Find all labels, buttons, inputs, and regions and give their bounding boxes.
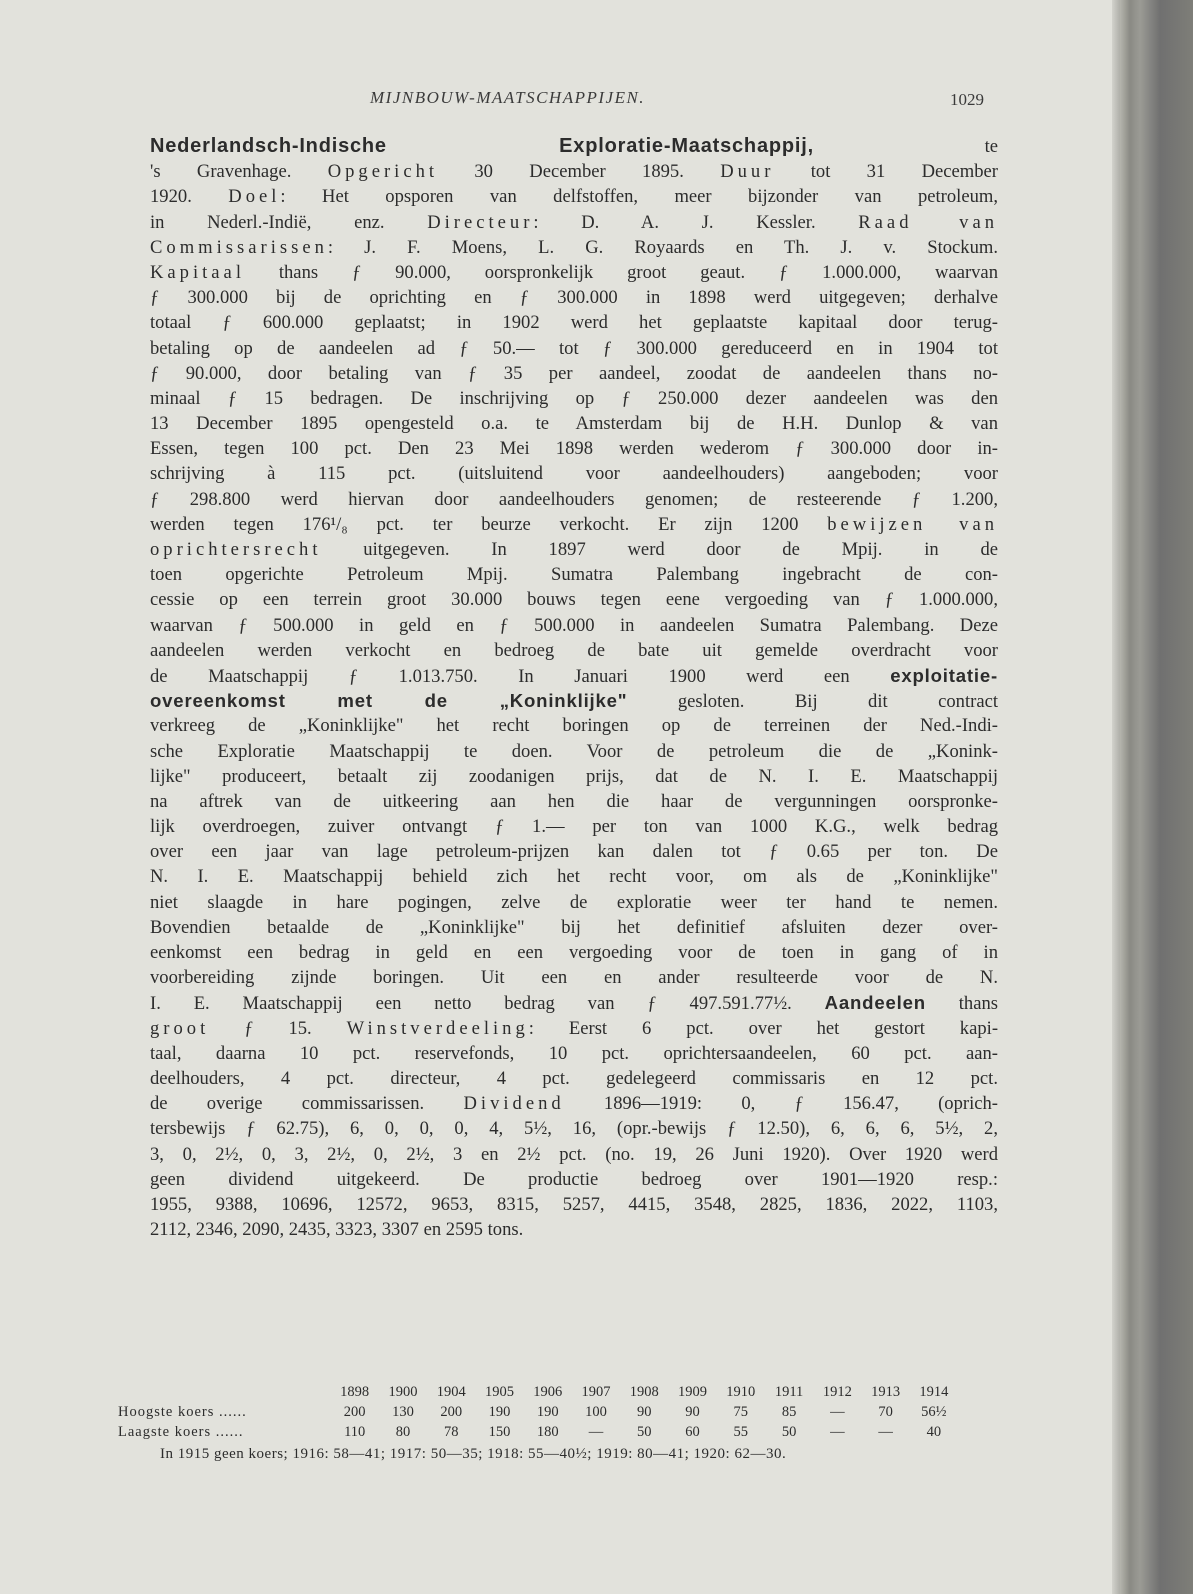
table-cell: 100 <box>585 1403 607 1420</box>
spaced-keyword: Kapitaal <box>150 261 245 283</box>
text-run: lijke" produceert, betaalt zij zoodanigen prijs, dat de N. I. E. Maatschappij <box>150 765 998 787</box>
table-cell: 80 <box>395 1423 411 1440</box>
text-run: eenkomst een bedrag in geld en een vergoeding voor de toen in gang of in <box>150 942 998 963</box>
row-label: Hoogste koers ...... <box>118 1403 247 1420</box>
article-line <box>150 411 998 436</box>
text-run: niet slaagde in hare pogingen, zelve de exploratie weer ter hand te nemen. <box>150 891 998 913</box>
text-run: totaal ƒ 600.000 geplaatst; in 1902 werd het geplaatste kapitaal door terug- <box>150 312 998 334</box>
table-cell: — <box>588 1423 604 1440</box>
year-header: 1910 <box>726 1383 756 1400</box>
text-run: ƒ 300.000 bij de oprichting en ƒ 300.000 in 1898 werd uitgegeven; derhalve <box>150 287 998 309</box>
year-header: 1911 <box>774 1383 804 1400</box>
spaced-keyword: oprichtersrecht <box>150 539 322 560</box>
spaced-keyword: Duur <box>720 161 775 183</box>
spaced-keyword: bewijzen van <box>827 513 999 535</box>
text-run: de Maatschappij ƒ 1.013.750. In Januari 1900 werd een <box>150 665 891 687</box>
table-cell: 85 <box>781 1403 797 1420</box>
article-line <box>150 159 998 184</box>
article-line <box>150 688 998 713</box>
text-run: 2112, 2346, 2090, 2435, 3323, 3307 en 2595 tons. <box>150 1219 524 1241</box>
article-line <box>150 864 998 889</box>
year-header: 1914 <box>919 1383 949 1400</box>
table-row <box>118 1402 958 1422</box>
text-run: Essen, tegen 100 pct. Den 23 Mei 1898 werden wederom ƒ 300.000 door in- <box>150 438 998 460</box>
article-line <box>150 310 998 335</box>
text-run: deelhouders, 4 pct. directeur, 4 pct. gedelegeerd commissaris en 12 pct. <box>150 1067 998 1089</box>
text-run: lijk overdroegen, zuiver ontvangt ƒ 1.— per ton van 1000 K.G., welk bedrag <box>150 816 998 838</box>
spaced-keyword: Winstverdeeling <box>346 1017 529 1039</box>
table-cell: 130 <box>392 1403 414 1420</box>
text-run: 1920. <box>150 186 229 208</box>
article-line <box>150 1016 998 1041</box>
text-run: tersbewijs ƒ 62.75), 6, 0, 0, 0, 4, 5½, 16, (opr.-bewijs ƒ 12.50), 6, 6, 6, 5½, 2, <box>150 1118 998 1140</box>
article-line <box>150 1066 998 1091</box>
text-run: sche Exploratie Maatschappij te doen. Voor de petroleum die de „Konink- <box>150 740 998 762</box>
text-run: 13 December 1895 opengesteld o.a. te Amsterdam bij de H.H. Dunlop & van <box>150 413 998 435</box>
article-line <box>150 990 998 1015</box>
article-line <box>150 184 998 209</box>
spaced-keyword: Doel <box>228 186 281 208</box>
article-line <box>150 1167 998 1192</box>
article-line <box>150 1116 998 1141</box>
bold-keyword: overeenkomst met de „Koninklijke" <box>150 690 628 712</box>
text-run: : Het opsporen van delfstoffen, meer bijzonder van petroleum, <box>280 186 998 208</box>
year-header: 1909 <box>678 1383 708 1400</box>
text-run: ƒ 298.800 werd hiervan door aandeelhouders genomen; de resteerende ƒ 1.200, <box>150 488 998 510</box>
text-run: over een jaar van lage petroleum-prijzen kan dalen tot ƒ 0.65 per ton. De <box>150 841 998 863</box>
article-line <box>150 587 998 612</box>
table-cell: 180 <box>536 1423 559 1440</box>
article-line <box>150 461 998 486</box>
article-line <box>150 890 998 915</box>
table-cell: 56½ <box>921 1403 947 1420</box>
table-cell: 60 <box>685 1423 700 1440</box>
text-run: : Eerst 6 pct. over het gestort kapi- <box>528 1017 999 1039</box>
text-run: cessie op een terrein groot 30.000 bouws tegen eene vergoeding van ƒ 1.000.000, <box>150 589 998 611</box>
article-line <box>150 1041 998 1066</box>
spaced-keyword: Dividend <box>463 1093 565 1115</box>
table-cell: — <box>830 1403 845 1420</box>
article-line <box>150 839 998 864</box>
table-cell: — <box>830 1423 845 1440</box>
table-row <box>118 1422 958 1442</box>
text-run: I. E. Maatschappij een netto bedrag van ƒ 497.591.77½. <box>150 993 825 1015</box>
year-header: 1906 <box>533 1383 563 1400</box>
table-cell: 190 <box>536 1403 559 1420</box>
text-run: Bovendien betaalde de „Koninklijke" bij het definitief afsluiten dezer over- <box>150 916 998 938</box>
text-run: werden tegen 176¹/₈ pct. ter beurze verkocht. Er zijn 1200 <box>150 513 828 535</box>
table-cell: 200 <box>440 1403 463 1420</box>
page-edge <box>1112 0 1120 1594</box>
article-body <box>150 134 998 1242</box>
table-cell: 50 <box>781 1423 797 1440</box>
spaced-keyword: Directeur <box>427 211 534 233</box>
table-cell: 110 <box>344 1423 366 1440</box>
table-cell: 50 <box>637 1423 652 1440</box>
article-line <box>150 965 998 990</box>
year-header: 1912 <box>822 1383 852 1400</box>
text-run: in Nederl.-Indië, enz. <box>150 211 428 233</box>
table-cell: 150 <box>488 1423 511 1440</box>
bold-keyword: Aandeelen <box>824 992 926 1014</box>
year-header: 1898 <box>340 1383 370 1400</box>
article-line <box>150 386 998 411</box>
article-line <box>150 235 998 260</box>
text-run: taal, daarna 10 pct. reservefonds, 10 pct. oprichtersaandeelen, 60 pct. aan- <box>150 1042 998 1064</box>
table-cell: 78 <box>443 1423 459 1440</box>
bold-keyword: exploitatie- <box>890 664 998 686</box>
article-line <box>150 562 998 587</box>
text-run: betaling op de aandeelen ad ƒ 50.— tot ƒ 300.000 gereduceerd en in 1904 tot <box>150 337 998 359</box>
article-line <box>150 537 998 562</box>
spaced-keyword: Opgericht <box>327 161 439 183</box>
table-cell: 75 <box>733 1403 749 1420</box>
table-cell: 40 <box>926 1423 942 1440</box>
text-run: 1896—1919: 0, ƒ 156.47, (oprich- <box>564 1093 998 1115</box>
text-run: minaal ƒ 15 bedragen. De inschrijving op ƒ 250.000 dezer aandeelen was den <box>150 387 998 409</box>
text-run: voorbereiding zijnde boringen. Uit een en ander resulteerde voor de N. <box>150 967 998 989</box>
text-run: toen opgerichte Petroleum Mpij. Sumatra Palembang ingebracht de con- <box>150 564 998 586</box>
article-line <box>150 1091 998 1116</box>
article-line <box>150 436 998 461</box>
text-run: : D. A. J. Kessler. <box>533 211 859 233</box>
article-line <box>150 336 998 361</box>
article-line <box>150 285 998 310</box>
company-name: Nederlandsch-Indische Exploratie-Maatschappij, <box>150 135 814 157</box>
article-line <box>150 663 998 688</box>
article-line <box>150 739 998 764</box>
page-number: 1029 <box>950 90 984 109</box>
text-run: schrijving à 115 pct. (uitsluitend voor aandeelhouders) aangeboden; voor <box>150 463 998 485</box>
article-line <box>150 1142 998 1167</box>
table-cell: 200 <box>343 1403 366 1420</box>
text-run: 1955, 9388, 10696, 12572, 9653, 8315, 5257, 4415, 3548, 2825, 1836, 2022, 1103, <box>150 1193 998 1215</box>
article-line <box>150 487 998 512</box>
text-run: ƒ 90.000, door betaling van ƒ 35 per aandeel, zoodat de aandeelen thans no- <box>150 362 998 384</box>
year-header: 1907 <box>581 1383 611 1400</box>
text-run: 's Gravenhage. <box>150 161 328 183</box>
year-header: 1905 <box>484 1383 514 1400</box>
article-line <box>150 512 998 537</box>
table-cell: 55 <box>733 1423 749 1440</box>
price-table <box>118 1382 958 1442</box>
article-line <box>150 1192 998 1217</box>
text-run: verkreeg de „Koninklijke" het recht boringen op de terreinen der Ned.-Indi- <box>150 715 998 737</box>
article-line <box>150 361 998 386</box>
table-cell: 70 <box>878 1403 893 1420</box>
article-line <box>150 210 998 235</box>
year-header: 1913 <box>871 1383 901 1400</box>
text-run: tot 31 December <box>774 161 998 183</box>
spaced-keyword: Raad van <box>858 211 998 233</box>
article-line <box>150 1217 998 1242</box>
year-header: 1904 <box>436 1383 466 1400</box>
running-head: MIJNBOUW-MAATSCHAPPIJEN. <box>370 88 646 107</box>
text-run: thans <box>925 993 998 1015</box>
article-heading-line <box>150 134 998 159</box>
text-run: thans ƒ 90.000, oorspronkelijk groot geaut. ƒ 1.000.000, waarvan <box>244 261 998 283</box>
table-cell: 90 <box>685 1403 700 1420</box>
spaced-keyword: Commissarissen <box>150 236 328 258</box>
text-run: 30 December 1895. <box>438 161 721 183</box>
text-run: aandeelen werden verkocht en bedroeg de bate uit gemelde overdracht voor <box>150 639 998 661</box>
text-run: 3, 0, 2½, 0, 3, 2½, 0, 2½, 3 en 2½ pct. (no. 19, 26 Juni 1920). Over 1920 werd <box>150 1143 998 1165</box>
article-line <box>150 940 998 965</box>
row-label: Laagste koers ...... <box>118 1423 244 1440</box>
text-run: N. I. E. Maatschappij behield zich het recht voor, om als de „Koninklijke" <box>150 866 998 888</box>
table-cell: — <box>878 1423 893 1440</box>
year-header: 1900 <box>388 1383 418 1400</box>
text-run: : J. F. Moens, L. G. Royaards en Th. J. v. Stockum. <box>327 236 998 258</box>
article-line <box>150 915 998 940</box>
table-cell: 90 <box>637 1403 652 1420</box>
text-run: waarvan ƒ 500.000 in geld en ƒ 500.000 in aandeelen Sumatra Palembang. Deze <box>150 614 998 636</box>
article-line <box>150 713 998 738</box>
text-run: gesloten. Bij dit contract <box>627 691 998 713</box>
text-run: na aftrek van de uitkeering aan hen die haar de vergunningen oorspronke- <box>150 790 998 812</box>
article-line <box>150 814 998 839</box>
price-footnote: In 1915 geen koers; 1916: 58—41; 1917: 50—35; 1918: 55—40½; 1919: 80—41; 1920: 62—30. <box>160 1446 787 1462</box>
article-line <box>150 260 998 285</box>
text-run: geen dividend uitgekeerd. De productie bedroeg over 1901—1920 resp.: <box>150 1168 998 1190</box>
text-run: ƒ 15. <box>209 1017 347 1039</box>
year-header: 1908 <box>629 1383 659 1400</box>
article-line <box>150 638 998 663</box>
table-cell: 190 <box>488 1403 511 1420</box>
text-run: de overige commissarissen. <box>150 1093 464 1115</box>
text-run: te <box>984 136 998 157</box>
text-run: uitgegeven. In 1897 werd door de Mpij. in de <box>321 539 998 560</box>
book-spine <box>1120 0 1193 1594</box>
spaced-keyword: groot <box>150 1017 210 1039</box>
article-line <box>150 789 998 814</box>
price-table-years <box>118 1382 958 1402</box>
article-line <box>150 764 998 789</box>
article-line <box>150 613 998 638</box>
